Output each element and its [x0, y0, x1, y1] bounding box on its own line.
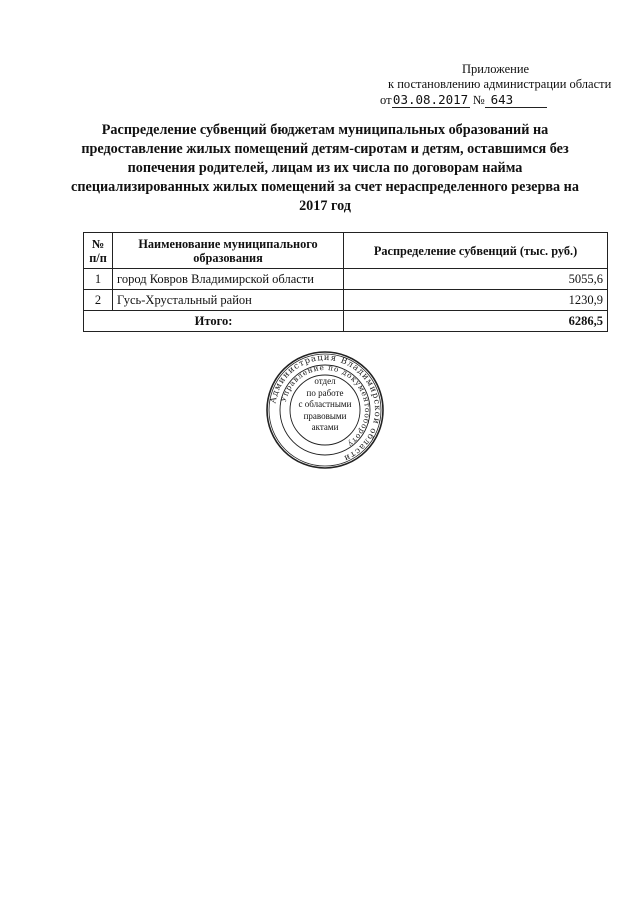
- total-row: [84, 311, 608, 332]
- stamp-inner-line: правовыми: [303, 410, 347, 421]
- row-name: Гусь-Хрустальный район: [113, 290, 344, 311]
- header-amount: Распределение субвенций (тыс. руб.): [344, 233, 608, 269]
- official-stamp: [265, 350, 385, 470]
- stamp-inner-line: актами: [311, 422, 339, 432]
- header-name: Наименование муниципального образования: [113, 233, 344, 269]
- stamp-inner-line: с областными: [298, 399, 352, 409]
- decree-number: 643: [485, 92, 547, 108]
- distribution-table: [83, 232, 608, 332]
- header-num: № п/п: [84, 233, 113, 269]
- appendix-reference: к постановлению администрации области: [388, 77, 612, 91]
- table-header-row: [84, 233, 608, 269]
- stamp-middle-text: Управление по документообороту: [278, 362, 373, 450]
- row-amount: 5055,6: [344, 269, 608, 290]
- stamp-inner-line: по работе: [306, 387, 344, 398]
- date-prefix: от: [380, 93, 392, 107]
- decree-date: 03.08.2017: [392, 92, 469, 107]
- row-num: 2: [84, 290, 113, 311]
- appendix-date-line: [360, 92, 610, 108]
- number-prefix: №: [472, 93, 485, 107]
- appendix-block: [360, 62, 610, 108]
- row-num: 1: [84, 269, 113, 290]
- table-row: [84, 269, 608, 290]
- stamp-inner-line: отдел: [314, 376, 336, 386]
- stamp-inner-text: [285, 376, 365, 434]
- row-name: город Ковров Владимирской области: [113, 269, 344, 290]
- table-row: [84, 290, 608, 311]
- appendix-title: Приложение: [462, 62, 530, 76]
- total-label: Итого:: [84, 311, 344, 332]
- document-title: Распределение субвенций бюджетам муниципальных образований на предоставление жилых помещений детям-сиротам и детям, оставшимся без попечения родителей, лицам из их числа по договорам найма специализированных жилых помещений за счет нераспределенного резерва на 2017 год: [71, 122, 579, 214]
- stamp-outer-text: Администрация Владимирской области: [267, 351, 384, 465]
- total-amount: 6286,5: [344, 311, 608, 332]
- row-amount: 1230,9: [344, 290, 608, 311]
